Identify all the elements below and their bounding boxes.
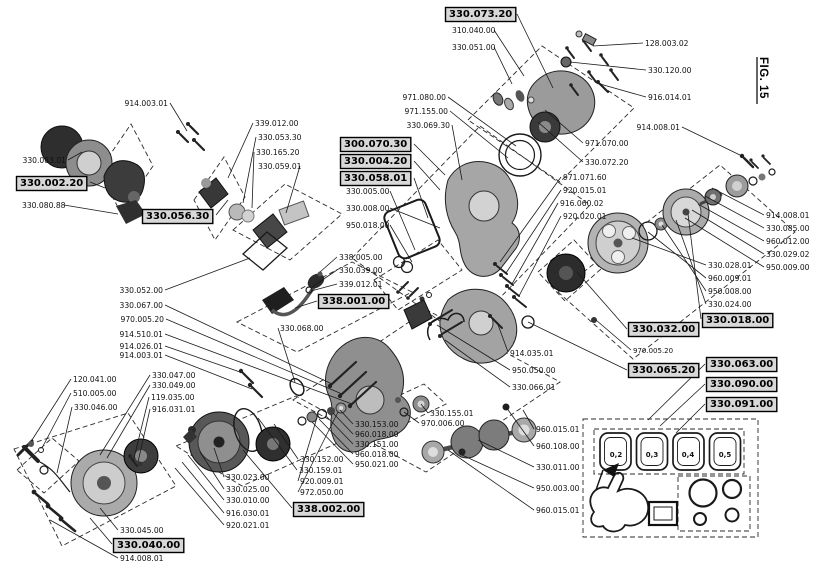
leader-line xyxy=(528,322,627,370)
screw-head xyxy=(493,262,497,266)
fuel-tank-fitting xyxy=(262,287,294,314)
leader-line xyxy=(660,384,705,426)
crank-web xyxy=(479,420,509,450)
part-number-label: 330.047.00 xyxy=(152,371,196,380)
screw-head xyxy=(348,404,352,408)
leader-line xyxy=(494,47,512,84)
screw-head xyxy=(599,53,603,57)
part-number-label: 330.046.00 xyxy=(74,403,118,412)
leader-line xyxy=(64,205,118,214)
leader-line xyxy=(596,320,631,350)
screw-head xyxy=(499,273,503,277)
screw-head xyxy=(328,384,332,388)
figure-number: FIG. 15 xyxy=(757,57,769,99)
screw xyxy=(252,387,262,397)
screw xyxy=(509,288,519,296)
nut xyxy=(138,462,143,467)
part-number-label: 971.080.00 xyxy=(402,93,446,102)
seal xyxy=(491,91,505,107)
part-number-label: 916.030.01 xyxy=(226,509,270,518)
part-number-label: 330.010.00 xyxy=(226,496,270,505)
gasket-thickness-label: 0,2 xyxy=(609,451,623,459)
part-number-label: 960.015.01 xyxy=(536,425,580,434)
part-number-label: 950.018.00 xyxy=(346,221,390,230)
part-number-label: 330.120.00 xyxy=(648,66,692,75)
bolt-head xyxy=(59,517,64,522)
screw-head xyxy=(338,394,342,398)
leader-line xyxy=(414,178,428,218)
part-number-label: 330.165.20 xyxy=(256,148,300,157)
part-number-label: 330.005.00 xyxy=(346,187,390,196)
screw-head xyxy=(248,383,252,387)
carrier-bore xyxy=(732,181,742,191)
reed-plate xyxy=(279,201,309,225)
hose-nipple xyxy=(318,272,323,277)
part-number-label: 300.070.30 xyxy=(344,139,408,150)
manifold-bore xyxy=(201,178,211,188)
part-number-label: 330.002.20 xyxy=(20,178,84,189)
bolt xyxy=(50,508,62,518)
part-number-label: 330.085.00 xyxy=(766,224,810,233)
leader-line xyxy=(295,301,317,308)
part-number-label: 330.069.30 xyxy=(406,121,450,130)
part-number-label: 338.001.00 xyxy=(322,296,386,307)
head-gasket xyxy=(382,198,442,261)
fan-hub xyxy=(614,239,623,248)
part-number-label: 330.004.20 xyxy=(344,156,408,167)
part-number-label: 330.068.00 xyxy=(280,324,324,333)
pawl-spring xyxy=(197,421,203,427)
part-number-label: 960.015.01 xyxy=(536,506,580,515)
part-number-label: 920.015.01 xyxy=(563,186,607,195)
plug-cap xyxy=(561,57,571,67)
gasket-kit-box xyxy=(583,419,758,537)
part-number-label: 971.155.00 xyxy=(404,107,448,116)
leader-line xyxy=(577,272,627,329)
screw xyxy=(764,158,770,164)
part-number-label: 950.009.00 xyxy=(766,263,810,272)
leader-line xyxy=(175,468,224,525)
starter-hub xyxy=(97,476,111,490)
washer xyxy=(749,177,757,185)
part-number-label: 950.021.00 xyxy=(355,460,399,469)
screw xyxy=(503,277,513,285)
part-number-label: 916.014.01 xyxy=(648,93,692,102)
pump-pulley-hub xyxy=(539,121,551,133)
leader-line xyxy=(165,258,250,290)
leader-line xyxy=(252,152,254,208)
part-number-label: 330.039.00 xyxy=(339,266,383,275)
screw-head xyxy=(488,314,492,318)
screw xyxy=(612,72,618,80)
washer xyxy=(769,169,775,175)
screw-head xyxy=(186,122,190,126)
fan-hole xyxy=(612,251,625,264)
part-number-label: 970.005.20 xyxy=(633,347,674,355)
module-block-inner xyxy=(654,507,672,520)
part-number-label: 920.021.01 xyxy=(226,521,270,530)
part-number-label: 914.003.01 xyxy=(119,351,163,360)
main-bearing-inner xyxy=(428,447,438,457)
part-number-label: 330.072.20 xyxy=(585,158,629,167)
screw-head xyxy=(176,130,180,134)
washer xyxy=(307,412,317,422)
part-number-label: 914.008.01 xyxy=(120,554,164,563)
screw xyxy=(590,74,596,82)
o-ring-kit xyxy=(726,509,739,522)
part-number-label: 330.155.01 xyxy=(430,409,474,418)
part-number-label: 330.029.02 xyxy=(766,250,810,259)
part-number-label: 330.159.01 xyxy=(299,466,343,475)
part-number-label: 970.006.00 xyxy=(421,419,465,428)
leader-line xyxy=(494,30,524,76)
crankcase-left-bore xyxy=(356,386,384,414)
leader-line xyxy=(170,103,187,131)
leader-line xyxy=(278,328,295,382)
part-number-label: 960.009.01 xyxy=(708,274,752,283)
fuel-filter xyxy=(305,271,327,292)
part-number-label: 330.052.00 xyxy=(119,286,163,295)
bearing-inner xyxy=(339,406,343,410)
part-number-label: 330.065.20 xyxy=(632,365,696,376)
seal xyxy=(514,89,526,103)
part-number-label: 920.009.01 xyxy=(300,477,344,486)
base-gasket-ring xyxy=(402,262,413,273)
part-number-label: 330.024.00 xyxy=(708,300,752,309)
part-number-label: 330.011.00 xyxy=(536,463,580,472)
washer xyxy=(528,97,534,103)
screw-head xyxy=(512,295,516,299)
screw-head xyxy=(565,46,569,50)
screw xyxy=(180,134,188,142)
figure-number-group xyxy=(757,57,769,104)
screw-head xyxy=(438,334,442,338)
part-number-label: 330.151.00 xyxy=(355,440,399,449)
part-number-label: 914.008.01 xyxy=(636,123,680,132)
part-number-label: 960.012.00 xyxy=(766,237,810,246)
washer xyxy=(759,174,766,181)
part-number-label: 914.008.01 xyxy=(766,211,810,220)
leader-line xyxy=(414,144,445,175)
screw-head xyxy=(761,154,764,157)
part-number-label: 960.018.00 xyxy=(355,450,399,459)
part-number-label: 914.003.01 xyxy=(124,99,168,108)
rope-pulley-hub xyxy=(135,450,147,462)
part-number-label: 330.153.00 xyxy=(355,420,399,429)
screw xyxy=(196,142,204,150)
fan-hole xyxy=(623,227,636,240)
primer-cap xyxy=(576,31,582,37)
part-number-label: 330.058.01 xyxy=(344,173,408,184)
part-number-label: 330.090.00 xyxy=(710,379,774,390)
screw xyxy=(400,282,408,290)
screw-head xyxy=(569,83,573,87)
nut xyxy=(395,397,401,403)
part-number-label: 330.049.00 xyxy=(152,381,196,390)
leader-line xyxy=(593,43,643,46)
part-number-label: 330.063.00 xyxy=(710,359,774,370)
fan-hole xyxy=(603,225,616,238)
screw-head xyxy=(587,70,591,74)
screw-head xyxy=(749,158,752,161)
part-number-label: 338.005.00 xyxy=(339,253,383,262)
part-number-label: 330.025.00 xyxy=(226,485,270,494)
part-number-label: 971.070.00 xyxy=(585,139,629,148)
o-ring-kit xyxy=(723,480,741,498)
part-number-label: 950.003.00 xyxy=(536,484,580,493)
screw-head xyxy=(609,68,613,72)
part-number-label: 960.018.00 xyxy=(355,430,399,439)
part-number-label: 330.083.01 xyxy=(22,156,66,165)
part-number-label: 330.059.01 xyxy=(258,162,302,171)
part-number-label: 330.067.00 xyxy=(119,301,163,310)
bolt-head xyxy=(46,504,51,509)
o-ring-kit xyxy=(690,480,717,507)
gasket-thickness-label: 0,4 xyxy=(681,451,695,459)
air-filter-inlet xyxy=(77,151,101,175)
part-number-label: 510.005.00 xyxy=(73,389,117,398)
part-number-label: 971.071.60 xyxy=(563,173,607,182)
part-number-label: 330.028.01 xyxy=(708,261,752,270)
rotor-hub xyxy=(559,266,573,280)
part-number-label: 916.060.02 xyxy=(560,199,604,208)
cylinder-bore xyxy=(469,191,499,221)
part-number-label: 330.152.00 xyxy=(300,455,344,464)
part-number-label: 914.510.01 xyxy=(119,330,163,339)
leader-line xyxy=(390,208,440,228)
leader-line xyxy=(32,379,71,440)
screw xyxy=(243,373,253,383)
leader-line xyxy=(414,161,440,190)
screw-head xyxy=(505,284,509,288)
crank-web xyxy=(451,426,483,458)
part-number-label: 916.031.01 xyxy=(152,405,196,414)
bolt-head xyxy=(32,490,37,495)
part-number-label: 330.073.20 xyxy=(449,9,513,20)
part-number-label: 950.008.00 xyxy=(708,287,752,296)
part-number-label: 970.005.20 xyxy=(120,315,164,324)
o-ring-kit xyxy=(694,513,706,525)
part-number-label: 128.003.02 xyxy=(645,39,689,48)
part-number-label: 119.035.00 xyxy=(151,393,195,402)
washer xyxy=(427,293,432,298)
part-number-label: 972.050.00 xyxy=(300,488,344,497)
leader-line xyxy=(682,127,742,156)
screw-head xyxy=(128,454,132,458)
ring xyxy=(298,417,306,425)
leader-line xyxy=(517,14,553,88)
part-number-label: 960.108.00 xyxy=(536,442,580,451)
seal xyxy=(503,97,515,111)
gasket-thickness-label: 0,3 xyxy=(645,451,659,459)
part-number-label: 330.045.00 xyxy=(120,526,164,535)
crank-pin xyxy=(459,449,466,456)
module-block xyxy=(649,502,677,525)
screw-head xyxy=(192,138,196,142)
leader-line xyxy=(685,218,764,267)
part-number-label: 330.080.88 xyxy=(22,201,66,210)
part-number-label: 330.066.01 xyxy=(512,383,556,392)
link xyxy=(287,376,306,398)
leader-line xyxy=(243,137,256,203)
rope-guide xyxy=(40,466,48,474)
ignition-bracket xyxy=(404,300,432,329)
screw xyxy=(602,57,608,65)
part-number-label: 920.020.01 xyxy=(563,212,607,221)
screw-head xyxy=(406,296,410,300)
part-number-label: 310.040.00 xyxy=(452,26,496,35)
part-number-label: 339.012.00 xyxy=(255,119,299,128)
bolt xyxy=(36,494,48,504)
part-number-label: 330.040.00 xyxy=(117,540,181,551)
gasket-disc xyxy=(242,210,254,222)
part-number-label: 120.041.00 xyxy=(73,375,117,384)
flywheel-hub xyxy=(214,437,225,448)
part-number-label: 330.053.30 xyxy=(258,133,302,142)
leader-line xyxy=(648,232,706,278)
leader-line xyxy=(462,455,534,488)
part-number-label: 950.050.00 xyxy=(512,366,556,375)
part-number-label: 914.035.01 xyxy=(510,349,554,358)
screw-head xyxy=(396,290,400,294)
leader-line xyxy=(570,62,646,70)
leader-line xyxy=(57,407,72,473)
part-number-label: 338.002.00 xyxy=(297,504,361,515)
starter-handle xyxy=(24,447,38,461)
screw xyxy=(190,126,198,134)
part-number-label: 330.051.00 xyxy=(452,43,496,52)
part-number-label: 330.091.00 xyxy=(710,399,774,410)
screw xyxy=(516,299,526,307)
part-number-label: 330.032.00 xyxy=(632,324,696,335)
part-number-label: 330.008.00 xyxy=(346,204,390,213)
part-number-label: 330.056.30 xyxy=(146,211,210,222)
part-number-label: 339.012.01 xyxy=(339,280,383,289)
leader-line xyxy=(448,450,534,510)
part-number-label: 914.026.01 xyxy=(119,342,163,351)
handle-pin xyxy=(28,441,34,447)
screw-head xyxy=(596,80,600,84)
bolt xyxy=(63,521,75,531)
leader-line xyxy=(692,210,764,254)
gasket-thickness-label: 0,5 xyxy=(718,451,732,459)
part-number-label: 330.018.00 xyxy=(706,315,770,326)
part-number-label: 330.023.00 xyxy=(226,473,270,482)
screw xyxy=(568,50,574,58)
carburetor-flange xyxy=(116,200,146,224)
leader-line xyxy=(450,111,508,158)
leader-line xyxy=(320,257,337,272)
